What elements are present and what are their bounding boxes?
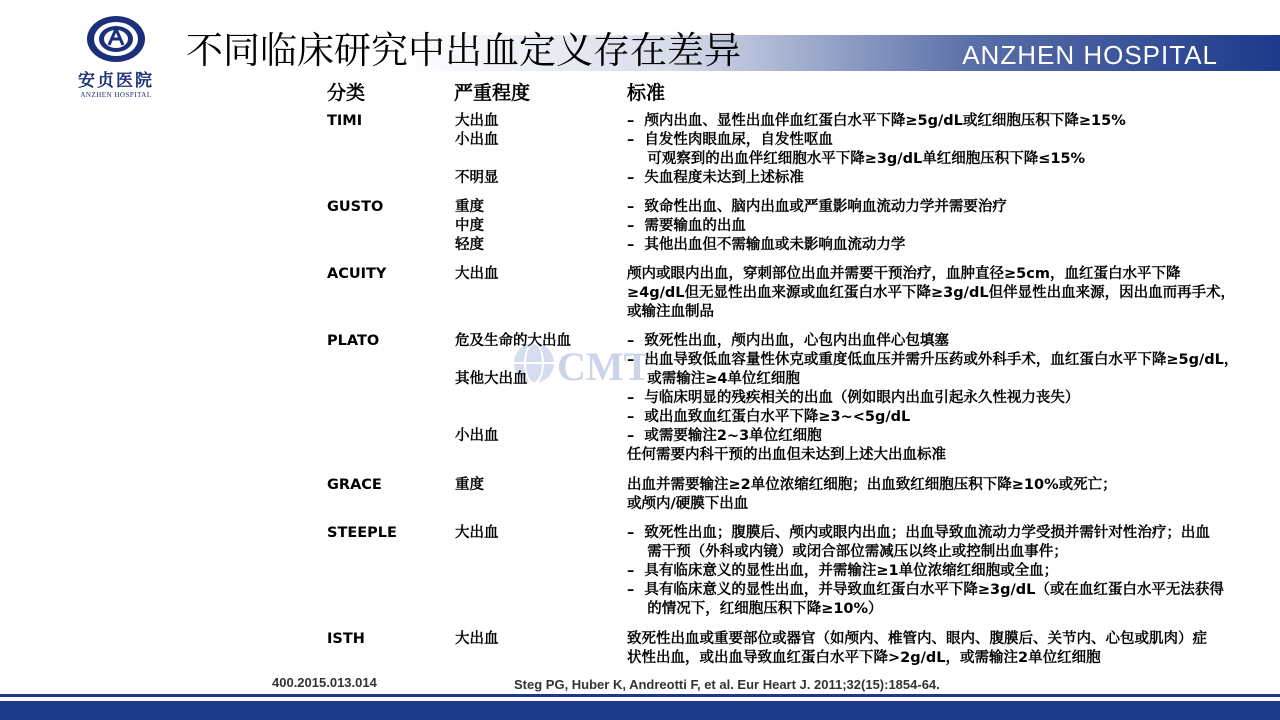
hospital-emblem-icon — [85, 14, 147, 64]
row-severity: 不明显 — [455, 170, 499, 186]
row-criteria-line: 或需输注≥4单位红细胞 — [627, 371, 800, 387]
row-severity: 大出血 — [455, 525, 499, 541]
row-category: ACUITY — [327, 266, 387, 282]
row-criteria-line: – 致死性出血；腹膜后、颅内或眼内出血；出血导致血流动力学受损并需针对性治疗；出血 — [627, 525, 1210, 541]
row-criteria-line: 或颅内/硬膜下出血 — [627, 496, 749, 512]
row-severity: 重度 — [455, 477, 484, 493]
footer-bar — [0, 701, 1280, 720]
row-category: GRACE — [327, 477, 382, 493]
row-severity: 大出血 — [455, 631, 499, 647]
hospital-banner-text: ANZHEN HOSPITAL — [962, 40, 1218, 70]
row-criteria-line: 状性出血，或出血导致血红蛋白水平下降>2g/dL，或需输注2单位红细胞 — [627, 650, 1101, 666]
row-severity: 小出血 — [455, 428, 499, 444]
row-criteria-line: 任何需要内科干预的出血但未达到上述大出血标准 — [627, 447, 946, 463]
hospital-logo — [62, 14, 170, 100]
header-category: 分类 — [327, 82, 366, 104]
row-severity: 大出血 — [455, 113, 499, 129]
row-criteria-line: – 失血程度未达到上述标准 — [627, 170, 804, 186]
row-criteria-line: 出血并需要输注≥2单位浓缩红细胞；出血致红细胞压积下降≥10%或死亡； — [627, 477, 1117, 493]
row-category: ISTH — [327, 631, 365, 647]
row-criteria-line: – 具有临床意义的显性出血，并需输注≥1单位浓缩红细胞或全血； — [627, 563, 1059, 579]
row-criteria-line: – 或需要输注2~3单位红细胞 — [627, 428, 822, 444]
row-category: STEEPLE — [327, 525, 397, 541]
row-criteria-line: – 颅内出血、显性出血伴血红蛋白水平下降≥5g/dL或红细胞压积下降≥15% — [627, 113, 1126, 129]
row-criteria-line: ≥4g/dL但无显性出血来源或血红蛋白水平下降≥3g/dL但伴显性出血来源，因出血而再手术， — [627, 285, 1236, 301]
slide-title: 不同临床研究中出血定义存在差异 — [186, 29, 741, 72]
row-severity: 其他大出血 — [455, 371, 528, 387]
row-criteria-line: 颅内或眼内出血，穿刺部位出血并需要干预治疗，血肿直径≥5cm，血红蛋白水平下降 — [627, 266, 1181, 282]
row-category: TIMI — [327, 113, 363, 129]
row-severity: 危及生命的大出血 — [455, 333, 571, 349]
logo-chinese-name: 安贞医院 — [78, 71, 154, 91]
row-category: PLATO — [327, 333, 380, 349]
row-criteria-line: – 致命性出血、脑内出血或严重影响血流动力学并需要治疗 — [627, 199, 1007, 215]
row-criteria-line: – 出血导致低血容量性休克或重度低血压并需升压药或外科手术，血红蛋白水平下降≥5g/dL， — [627, 352, 1239, 368]
watermark-text: CMT — [557, 344, 651, 389]
reference-citation: Steg PG, Huber K, Andreotti F, et al. Eur Heart J. 2011;32(15):1854-64. — [514, 677, 940, 692]
document-code: 400.2015.013.014 — [272, 675, 377, 690]
row-criteria-line: – 其他出血但不需输血或未影响血流动力学 — [627, 237, 906, 253]
header-criteria: 标准 — [627, 82, 666, 104]
row-severity: 中度 — [455, 218, 484, 234]
row-severity: 小出血 — [455, 132, 499, 148]
row-severity: 重度 — [455, 199, 484, 215]
row-criteria-line: – 与临床明显的残疾相关的出血（例如眼内出血引起永久性视力丧失） — [627, 390, 1080, 406]
row-category: GUSTO — [327, 199, 384, 215]
row-criteria-line: 需干预（外科或内镜）或闭合部位需减压以终止或控制出血事件； — [627, 544, 1068, 560]
row-severity: 轻度 — [455, 237, 484, 253]
row-criteria-line: 致死性出血或重要部位或器官（如颅内、椎管内、眼内、腹膜后、关节内、心包或肌肉）症 — [627, 631, 1207, 647]
footer-line — [0, 694, 1280, 697]
row-criteria-line: 的情况下，红细胞压积下降≥10%） — [627, 601, 883, 617]
row-criteria-line: 可观察到的出血伴红细胞水平下降≥3g/dL单红细胞压积下降≤15% — [627, 151, 1086, 167]
row-criteria-line: 或输注血制品 — [627, 304, 714, 320]
row-severity: 大出血 — [455, 266, 499, 282]
row-criteria-line: – 自发性肉眼血尿，自发性呕血 — [627, 132, 833, 148]
row-criteria-line: – 具有临床意义的显性出血，并导致血红蛋白水平下降≥3g/dL（或在血红蛋白水平无法获得 — [627, 582, 1224, 598]
row-criteria-line: – 致死性出血，颅内出血，心包内出血伴心包填塞 — [627, 333, 949, 349]
header-severity: 严重程度 — [454, 82, 531, 104]
logo-english-name: ANZHEN HOSPITAL — [80, 91, 152, 99]
row-criteria-line: – 或出血致血红蛋白水平下降≥3~<5g/dL — [627, 409, 911, 425]
row-criteria-line: – 需要输血的出血 — [627, 218, 746, 234]
